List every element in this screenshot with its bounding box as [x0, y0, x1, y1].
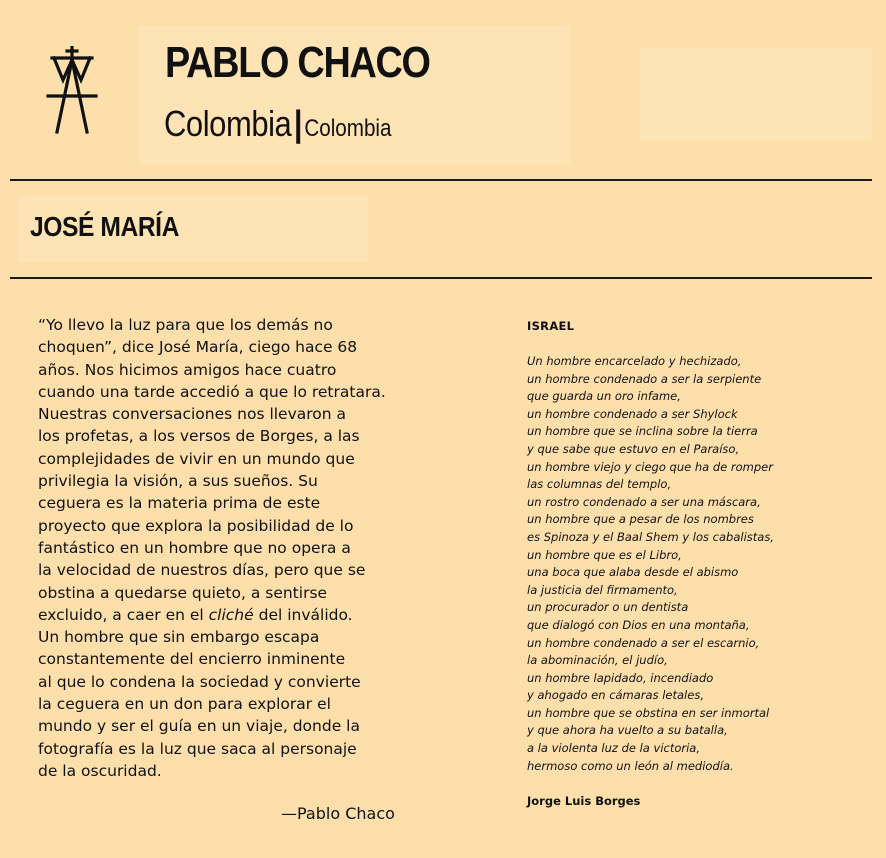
- essay-line: fantástico en un hombre que no opera a: [38, 538, 351, 557]
- poem-line: un hombre condenado a ser el escarnio,: [527, 635, 760, 650]
- country-primary: Colombia: [164, 103, 292, 144]
- essay-line: de la oscuridad.: [38, 761, 162, 780]
- poem-line: una boca que alaba desde el abismo: [527, 565, 739, 580]
- essay-line: mundo y ser el guía en un viaje, donde la: [38, 717, 360, 736]
- essay-signature: —Pablo Chaco: [281, 804, 395, 823]
- essay-line: fotografía es la luz que saca al personaje: [38, 739, 357, 758]
- essay-text: [38, 314, 410, 782]
- poem-line: un rostro condenado a ser una máscara,: [527, 494, 761, 509]
- poem-line: un hombre que se obstina en ser inmortal: [527, 705, 770, 720]
- poem-author: Jorge Luis Borges: [527, 794, 641, 808]
- poem-line: que dialogó con Dios en una montaña,: [527, 617, 750, 632]
- poem-line: que guarda un oro infame,: [527, 389, 681, 404]
- poem-line: es Spinoza y el Baal Shem y los cabalistas,: [527, 529, 774, 544]
- project-title: JOSÉ MARÍA: [30, 211, 179, 242]
- essay-line: Un hombre que sin embargo escapa: [38, 628, 320, 647]
- poem-line: Un hombre encarcelado y hechizado,: [527, 354, 742, 368]
- poem-line: un hombre viejo y ciego que ha de romper: [527, 459, 773, 474]
- monogram-a-icon: [46, 46, 98, 136]
- poem-line: la justicia del firmamento,: [527, 582, 678, 597]
- poem-line: y que sabe que estuvo en el Paraíso,: [527, 441, 740, 456]
- essay-line: proyecto que explora la posibilidad de lo: [38, 516, 354, 535]
- essay-line: la ceguera en un don para explorar el: [38, 695, 331, 714]
- essay-line: obstina a quedarse quieto, a sentirse: [38, 583, 328, 602]
- essay-line: privilegia la visión, a sus sueños. Su: [38, 472, 318, 491]
- header-panel-right: [640, 48, 872, 140]
- essay-line: la velocidad de nuestros días, pero que se: [38, 561, 366, 580]
- essay-line: [38, 604, 410, 626]
- essay-line: “Yo llevo la luz para que los demás no: [38, 316, 333, 334]
- poem-line: las columnas del templo,: [527, 477, 672, 492]
- country-secondary: Colombia: [304, 115, 392, 142]
- essay-line: Nuestras conversaciones nos llevaron a: [38, 405, 347, 424]
- poem-line: un hombre que a pesar de los nombres: [527, 512, 754, 527]
- top-divider: [10, 179, 872, 181]
- essay-line: constantemente del encierro inminente: [38, 650, 346, 669]
- poem-title: ISRAEL: [527, 319, 575, 333]
- poem-text: [527, 353, 827, 775]
- poem-line: un procurador o un dentista: [527, 600, 689, 615]
- essay-line: los profetas, a los versos de Borges, a las: [38, 427, 360, 446]
- bottom-divider: [10, 277, 872, 279]
- poem-line: a la violenta luz de la victoria,: [527, 741, 701, 756]
- essay-line: años. Nos hicimos amigos hace cuatro: [38, 360, 337, 379]
- essay-line-part: del inválido.: [253, 605, 353, 624]
- country-separator: |: [293, 103, 303, 144]
- poem-line: un hombre condenado a ser Shylock: [527, 406, 738, 421]
- poem-line: un hombre lapidado, incendiado: [527, 670, 714, 685]
- poem-line: un hombre que se inclina sobre la tierra: [527, 424, 758, 439]
- essay-italic-word: cliché: [208, 605, 254, 624]
- essay-line: complejidades de vivir en un mundo que: [38, 449, 355, 468]
- essay-line: al que lo condena la sociedad y convierte: [38, 672, 361, 691]
- country-line: [164, 104, 392, 152]
- poem-line: y ahogado en cámaras letales,: [527, 688, 704, 703]
- poem-line: hermoso como un león al mediodía.: [527, 758, 734, 773]
- essay-line: cuando una tarde accedió a que lo retratara.: [38, 382, 386, 401]
- artist-name: PABLO CHACO: [165, 38, 430, 87]
- poem-line: un hombre condenado a ser la serpiente: [527, 371, 762, 386]
- essay-line: choquen”, dice José María, ciego hace 68: [38, 338, 358, 357]
- poem-line: y que ahora ha vuelto a su batalla,: [527, 723, 728, 738]
- poem-line: un hombre que es el Libro,: [527, 547, 682, 562]
- essay-line-part: excluido, a caer en el: [38, 605, 209, 624]
- poem-line: la abominación, el judío,: [527, 653, 668, 668]
- essay-line: ceguera es la materia prima de este: [38, 494, 321, 513]
